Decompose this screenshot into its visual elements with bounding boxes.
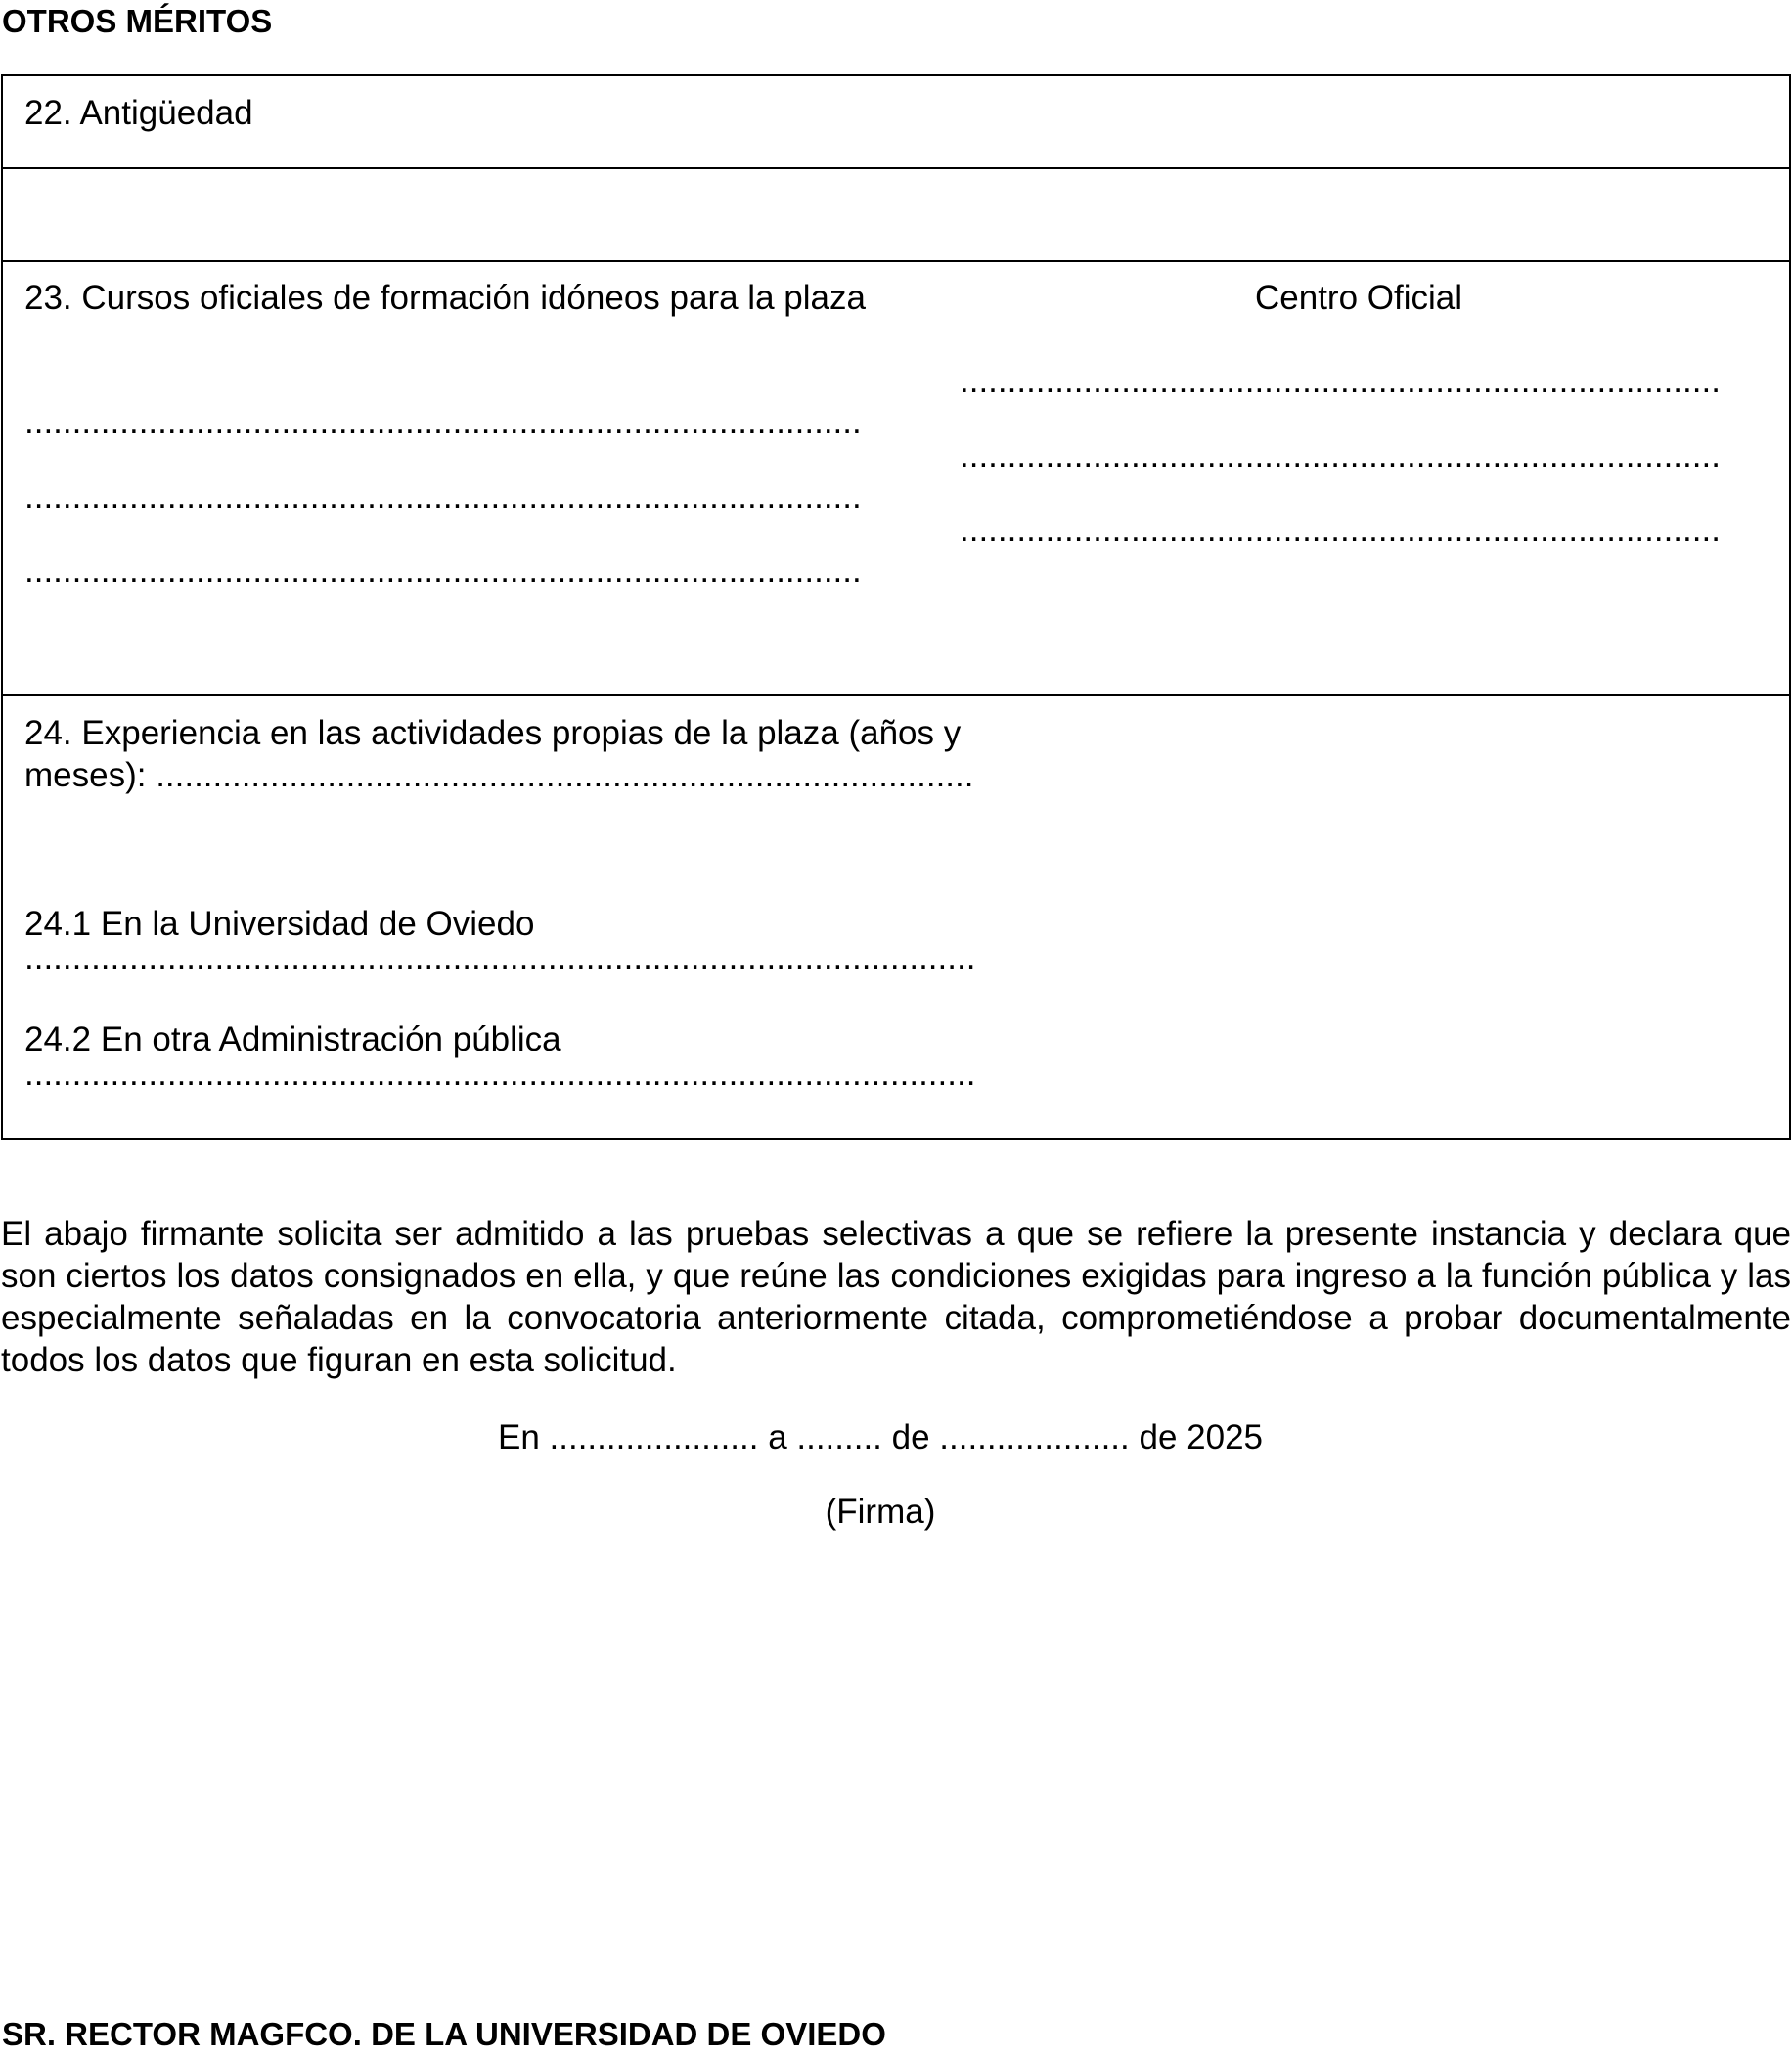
centro-line-3[interactable]: ................................................................................ bbox=[960, 511, 1721, 549]
centro-line-2[interactable]: ................................................................................ bbox=[960, 436, 1721, 474]
antiguedad-value-field[interactable] bbox=[24, 186, 1766, 228]
experiencia-label: 24. Experiencia en las actividades propias de la plaza (años y meses): ...................................................................................... bbox=[24, 714, 974, 794]
declaration-text: El abajo firmante solicita ser admitido a las pruebas selectivas a que se refiere la presente instancia y declara que son ciertos los datos consignados en ella, y que reúne las condiciones exigidas para ingreso a la función pública y las especialmente señaladas en la convocatoria anteriormente citada, comprometiéndose a probar documentalmente todos los datos que figuran en esta solicitud. bbox=[1, 1215, 1791, 1379]
experiencia-otra-label: 24.2 En otra Administración pública bbox=[24, 1020, 561, 1058]
signature-label: (Firma) bbox=[825, 1493, 936, 1531]
merits-table bbox=[1, 74, 1791, 1140]
experiencia-uniovi-label: 24.1 En la Universidad de Oviedo bbox=[24, 905, 535, 943]
curso-line-1[interactable]: ........................................................................................ bbox=[24, 403, 862, 441]
curso-line-3[interactable]: ........................................................................................ bbox=[24, 552, 862, 590]
experiencia-otra-field[interactable]: .................................................................................................... bbox=[24, 1054, 976, 1093]
section-heading: OTROS MÉRITOS bbox=[2, 3, 273, 39]
row-divider bbox=[3, 694, 1789, 696]
curso-line-2[interactable]: ........................................................................................ bbox=[24, 477, 862, 515]
row-divider bbox=[3, 260, 1789, 262]
antiguedad-label: 22. Antigüedad bbox=[24, 94, 253, 132]
addressee: SR. RECTOR MAGFCO. DE LA UNIVERSIDAD DE OVIEDO bbox=[2, 2016, 886, 2052]
cursos-label: 23. Cursos oficiales de formación idóneos para la plaza bbox=[24, 279, 866, 317]
experiencia-uniovi-field[interactable]: .................................................................................................... bbox=[24, 939, 976, 977]
centro-oficial-label: Centro Oficial bbox=[1255, 279, 1463, 317]
centro-line-1[interactable]: ................................................................................ bbox=[960, 362, 1721, 400]
row-divider bbox=[3, 167, 1789, 169]
date-line[interactable]: En ...................... a ......... de .................... de 2025 bbox=[498, 1418, 1263, 1456]
